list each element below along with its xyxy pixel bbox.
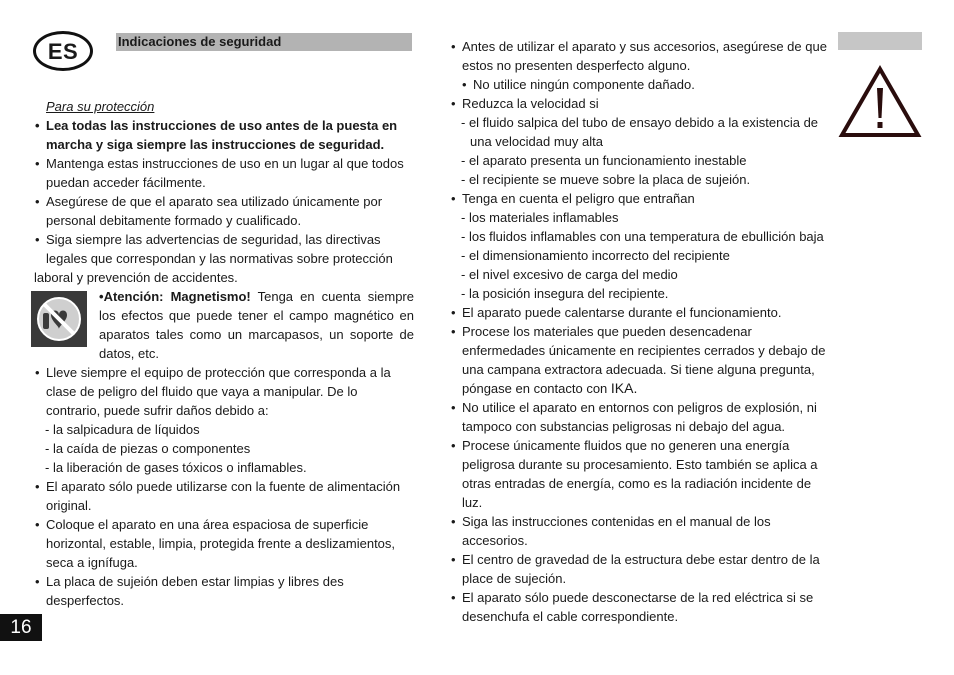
brand-name: IKA. xyxy=(610,380,638,396)
bullet-item xyxy=(450,322,828,398)
bullet-item: • Siga siempre las advertencias de seguridad, las directivas legales que correspondan y las normativas sobre protección xyxy=(34,230,414,268)
magnetism-warning-icon xyxy=(31,291,87,347)
sub-item: - la caída de piezas o componentes xyxy=(34,439,414,458)
bullet-item: • Asegúrese de que el aparato sea utilizado únicamente por personal debitamente formado y cualificado. xyxy=(34,192,414,230)
section-title: Indicaciones de seguridad xyxy=(116,33,412,51)
page-number: 16 xyxy=(0,614,42,641)
sub-item: - el recipiente se mueve sobre la placa de sujeión. xyxy=(450,170,828,189)
bullet-item: • Mantenga estas instrucciones de uso en un lugar al que todos puedan acceder fácilmente. xyxy=(34,154,414,192)
sub-item: - la posición insegura del recipiente. xyxy=(450,284,828,303)
bullet-item: • Tenga en cuenta el peligro que entrañan xyxy=(450,189,828,208)
bullet-item: • Reduzca la velocidad si xyxy=(450,94,828,113)
sub-item: - el dimensionamiento incorrecto del recipiente xyxy=(450,246,828,265)
bullet-item-continuation: laboral y prevención de accidentes. xyxy=(34,270,238,285)
sub-item: - los materiales inflamables xyxy=(450,208,828,227)
bullet-item: • La placa de sujeión deben estar limpias y libres des desperfectos. xyxy=(34,572,414,610)
sub-item: - el aparato presenta un funcionamiento inestable xyxy=(450,151,828,170)
warning-triangle-icon xyxy=(838,64,922,140)
bullet-item-note: • No utilice ningún componente dañado. xyxy=(450,75,828,94)
bullet-text: Procese los materiales que pueden desencadenar enfermedades únicamente en recipientes cerrados y debajo de una campana extractora adecuada. Si tiene alguna pregunta, póngase en contacto con xyxy=(462,324,826,396)
sub-item: - la liberación de gases tóxicos o inflamables. xyxy=(34,458,414,477)
bullet-item: • El centro de gravedad de la estructura debe estar dentro de la place de sujeción. xyxy=(450,550,828,588)
bullet-item: • Antes de utilizar el aparato y sus accesorios, asegúrese de que estos no presenten desperfecto alguno. xyxy=(450,37,828,75)
sub-item: - la salpicadura de líquidos xyxy=(34,420,414,439)
language-badge: ES xyxy=(33,31,93,71)
protection-subheading: Para su protección xyxy=(46,99,155,114)
sub-item: - el fluido salpica del tubo de ensayo debido a la existencia de una velocidad muy alta xyxy=(450,113,828,151)
bullet-item: • Procese únicamente fluidos que no generen una energía peligrosa durante su procesamiento. Esto también se aplica a otras entradas de energía, como es la radiación incidente de luz. xyxy=(450,436,828,512)
magnetism-text xyxy=(99,287,414,363)
bullet-item: • No utilice el aparato en entornos con peligros de explosión, ni tampoco con substancias peligrosas ni debajo del agua. xyxy=(450,398,828,436)
left-column xyxy=(34,97,414,610)
bullet-item: • Lleve siempre el equipo de protección que corresponda a la clase de peligro del fluido que vaya a manipular. De lo contrario, puede sufrir daños debido a: xyxy=(34,363,414,420)
bullet-item: • El aparato sólo puede desconectarse de la red eléctrica si se desenchufa el cable correspondiente. xyxy=(450,588,828,626)
magnetism-lead: • Atención: Magnetismo! xyxy=(99,289,251,304)
magnetism-warning xyxy=(34,287,414,363)
sub-item: - los fluidos inflamables con una temperatura de ebullición baja xyxy=(450,227,828,246)
magnetism-body: Tenga en cuenta siempre los efectos que puede tener el campo magnético en aparatos tales como un marcapasos, un soporte de datos, etc. xyxy=(99,289,414,361)
header-bar-right xyxy=(838,32,922,50)
bullet-item: • El aparato puede calentarse durante el funcionamiento. xyxy=(450,303,828,322)
bullet-item: • El aparato sólo puede utilizarse con la fuente de alimentación original. xyxy=(34,477,414,515)
bullet-item: • Coloque el aparato en una área espaciosa de superficie horizontal, estable, limpia, protegida frente a deslizamientos, seca a ignífuga. xyxy=(34,515,414,572)
sub-item: - el nivel excesivo de carga del medio xyxy=(450,265,828,284)
bullet-item: • Lea todas las instrucciones de uso antes de la puesta en marcha y siga siempre las instrucciones de seguridad. xyxy=(34,116,414,154)
right-column xyxy=(450,37,828,626)
bullet-item: • Siga las instrucciones contenidas en el manual de los accesorios. xyxy=(450,512,828,550)
